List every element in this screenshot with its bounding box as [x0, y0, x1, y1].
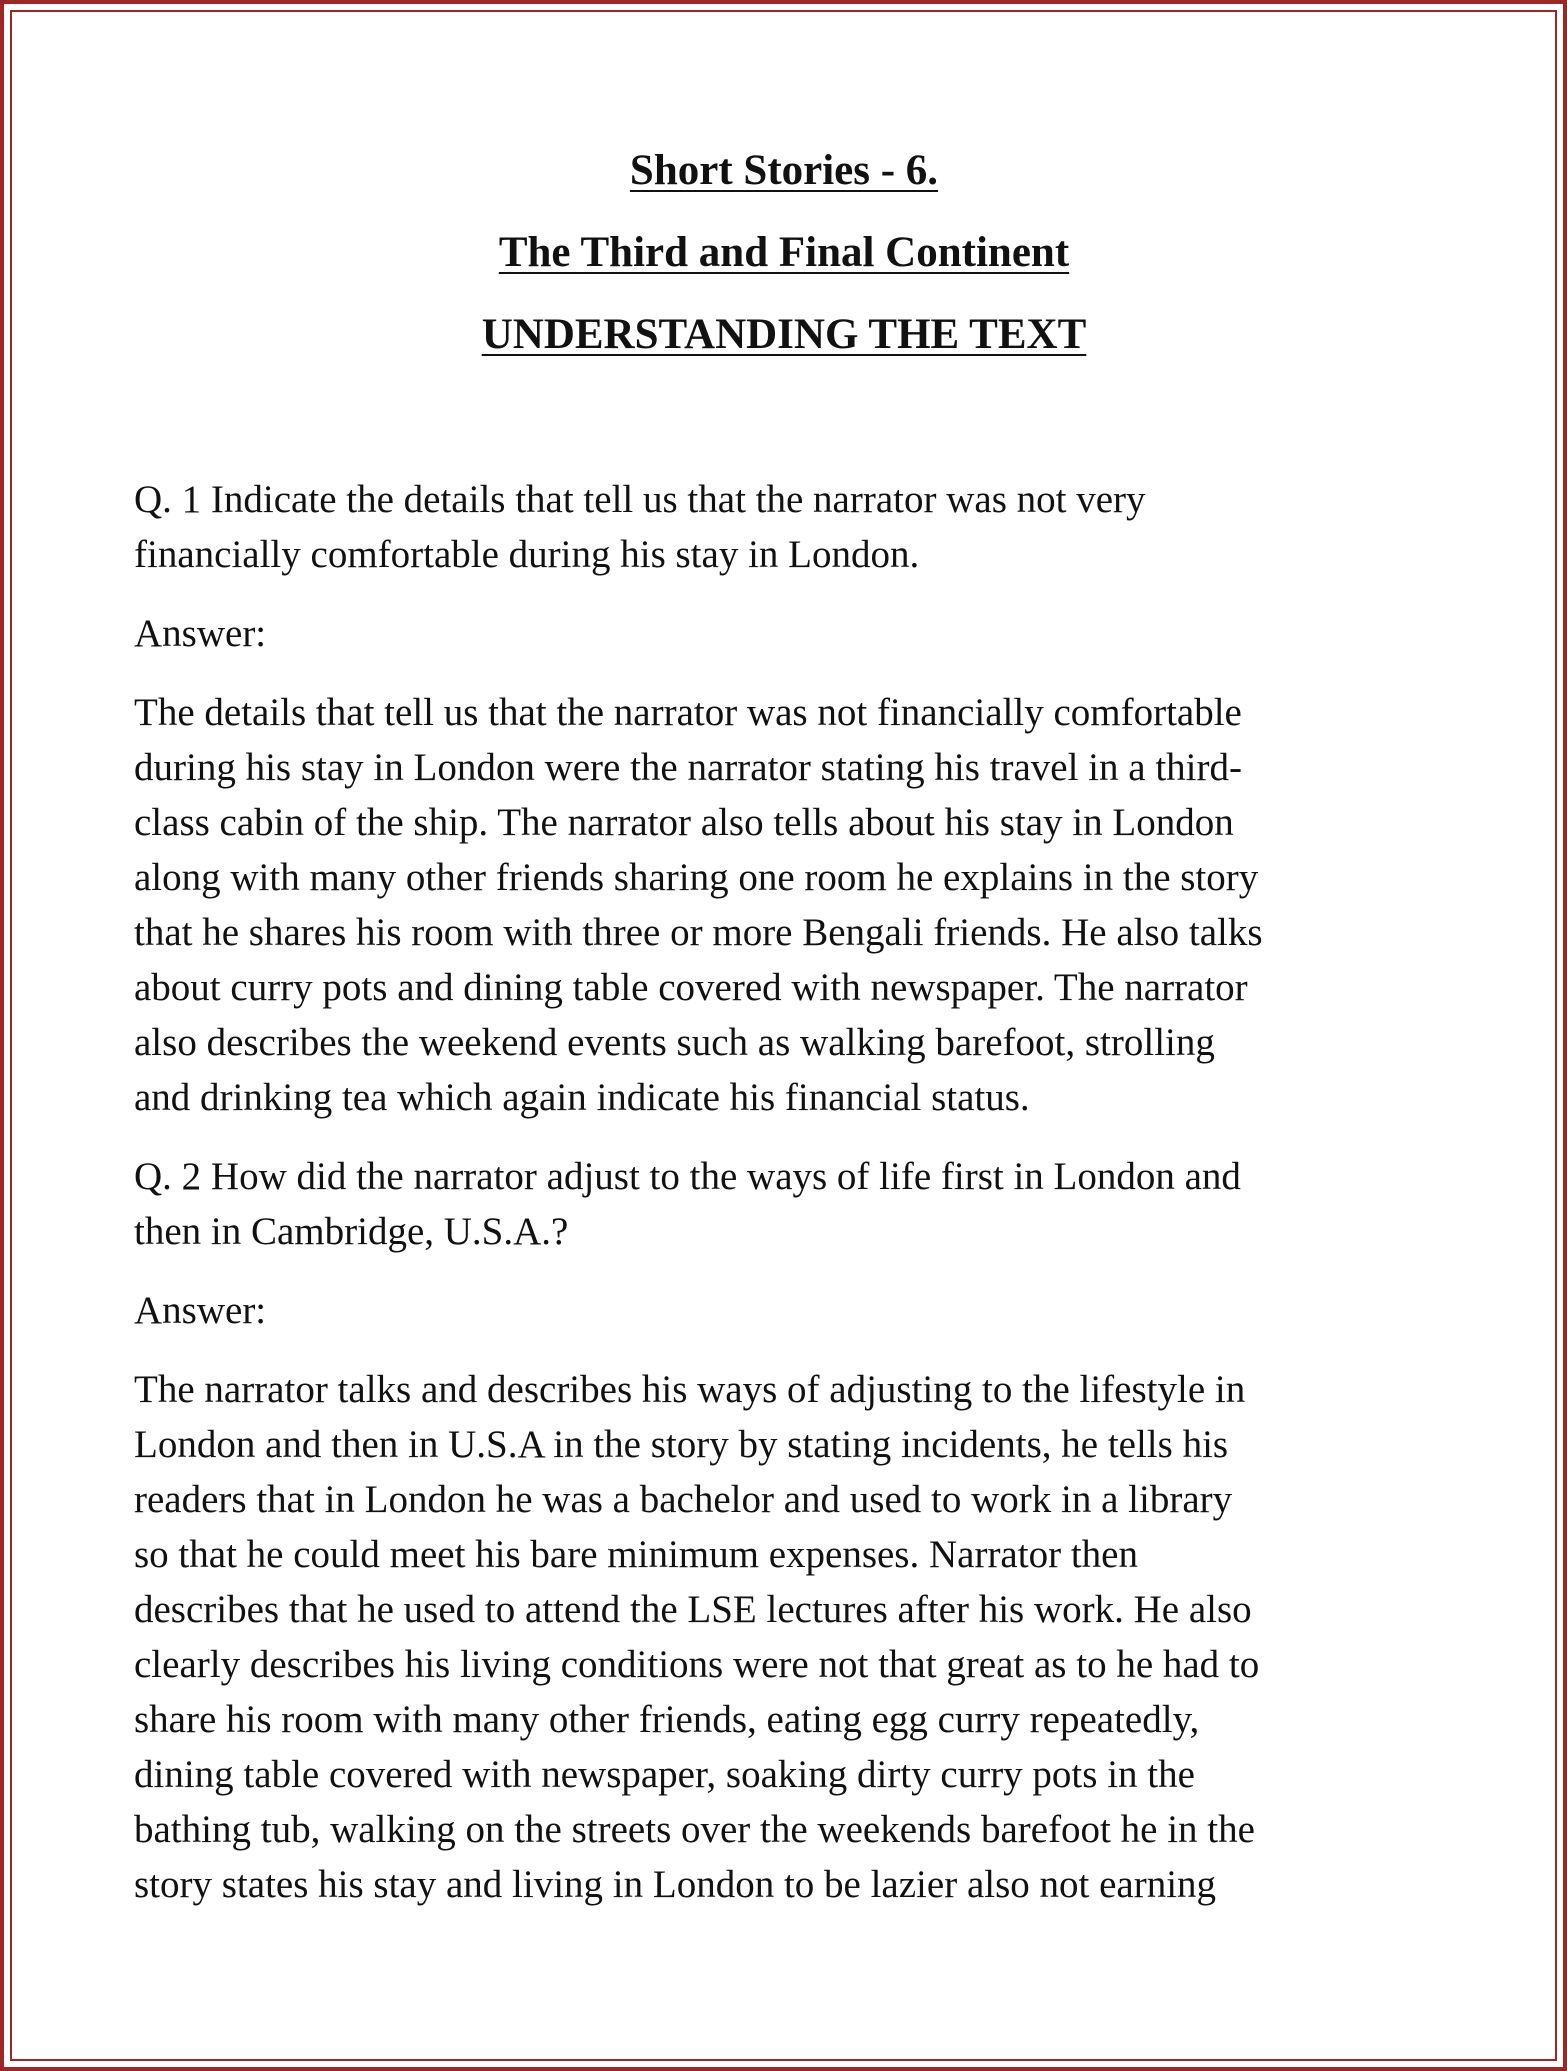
answer-1-line: along with many other friends sharing one room he explains in the story	[134, 856, 1259, 899]
answer-2-line: share his room with many other friends, eating egg curry repeatedly,	[134, 1698, 1200, 1741]
document-page	[134, 130, 1434, 1936]
answer-1-line: during his stay in London were the narrator stating his travel in a third-	[134, 746, 1242, 789]
answer-2-line: clearly describes his living conditions were not that great as to he had to	[134, 1643, 1260, 1686]
answer-2-label: Answer:	[134, 1289, 267, 1332]
question-2-line: then in Cambridge, U.S.A.?	[134, 1210, 569, 1253]
question-1	[134, 472, 1434, 582]
answer-2-line: readers that in London he was a bachelor and used to work in a library	[134, 1478, 1233, 1521]
answer-1-line: also describes the weekend events such as walking barefoot, strolling	[134, 1021, 1215, 1064]
answer-1-line: about curry pots and dining table covered with newspaper. The narrator	[134, 966, 1248, 1009]
question-1-line: financially comfortable during his stay in London.	[134, 533, 920, 576]
answer-2-line: The narrator talks and describes his ways of adjusting to the lifestyle in	[134, 1368, 1246, 1411]
question-2	[134, 1149, 1434, 1259]
answer-1-line: class cabin of the ship. The narrator also tells about his stay in London	[134, 801, 1234, 844]
answer-2-line: describes that he used to attend the LSE lectures after his work. He also	[134, 1588, 1252, 1631]
story-title: The Third and Final Continent	[498, 229, 1070, 276]
question-1-line: Q. 1 Indicate the details that tell us that the narrator was not very	[134, 478, 1146, 521]
chapter-title: Short Stories - 6.	[629, 147, 939, 194]
answer-2	[134, 1362, 1434, 1912]
answer-2-line: London and then in U.S.A in the story by stating incidents, he tells his	[134, 1423, 1229, 1466]
answer-2-line: bathing tub, walking on the streets over the weekends barefoot he in the	[134, 1808, 1255, 1851]
answer-1-label: Answer:	[134, 612, 267, 655]
answer-1-line: The details that tell us that the narrator was not financially comfortable	[134, 691, 1242, 734]
answer-1	[134, 685, 1434, 1125]
answer-1-line: and drinking tea which again indicate his financial status.	[134, 1076, 1030, 1119]
title-block	[134, 130, 1434, 376]
answer-2-line: so that he could meet his bare minimum expenses. Narrator then	[134, 1533, 1138, 1576]
answer-2-line: story states his stay and living in London to be lazier also not earning	[134, 1863, 1217, 1906]
section-title: UNDERSTANDING THE TEXT	[481, 311, 1087, 358]
answer-2-line: dining table covered with newspaper, soaking dirty curry pots in the	[134, 1753, 1195, 1796]
question-2-line: Q. 2 How did the narrator adjust to the ways of life first in London and	[134, 1155, 1241, 1198]
answer-1-line: that he shares his room with three or more Bengali friends. He also talks	[134, 911, 1263, 954]
